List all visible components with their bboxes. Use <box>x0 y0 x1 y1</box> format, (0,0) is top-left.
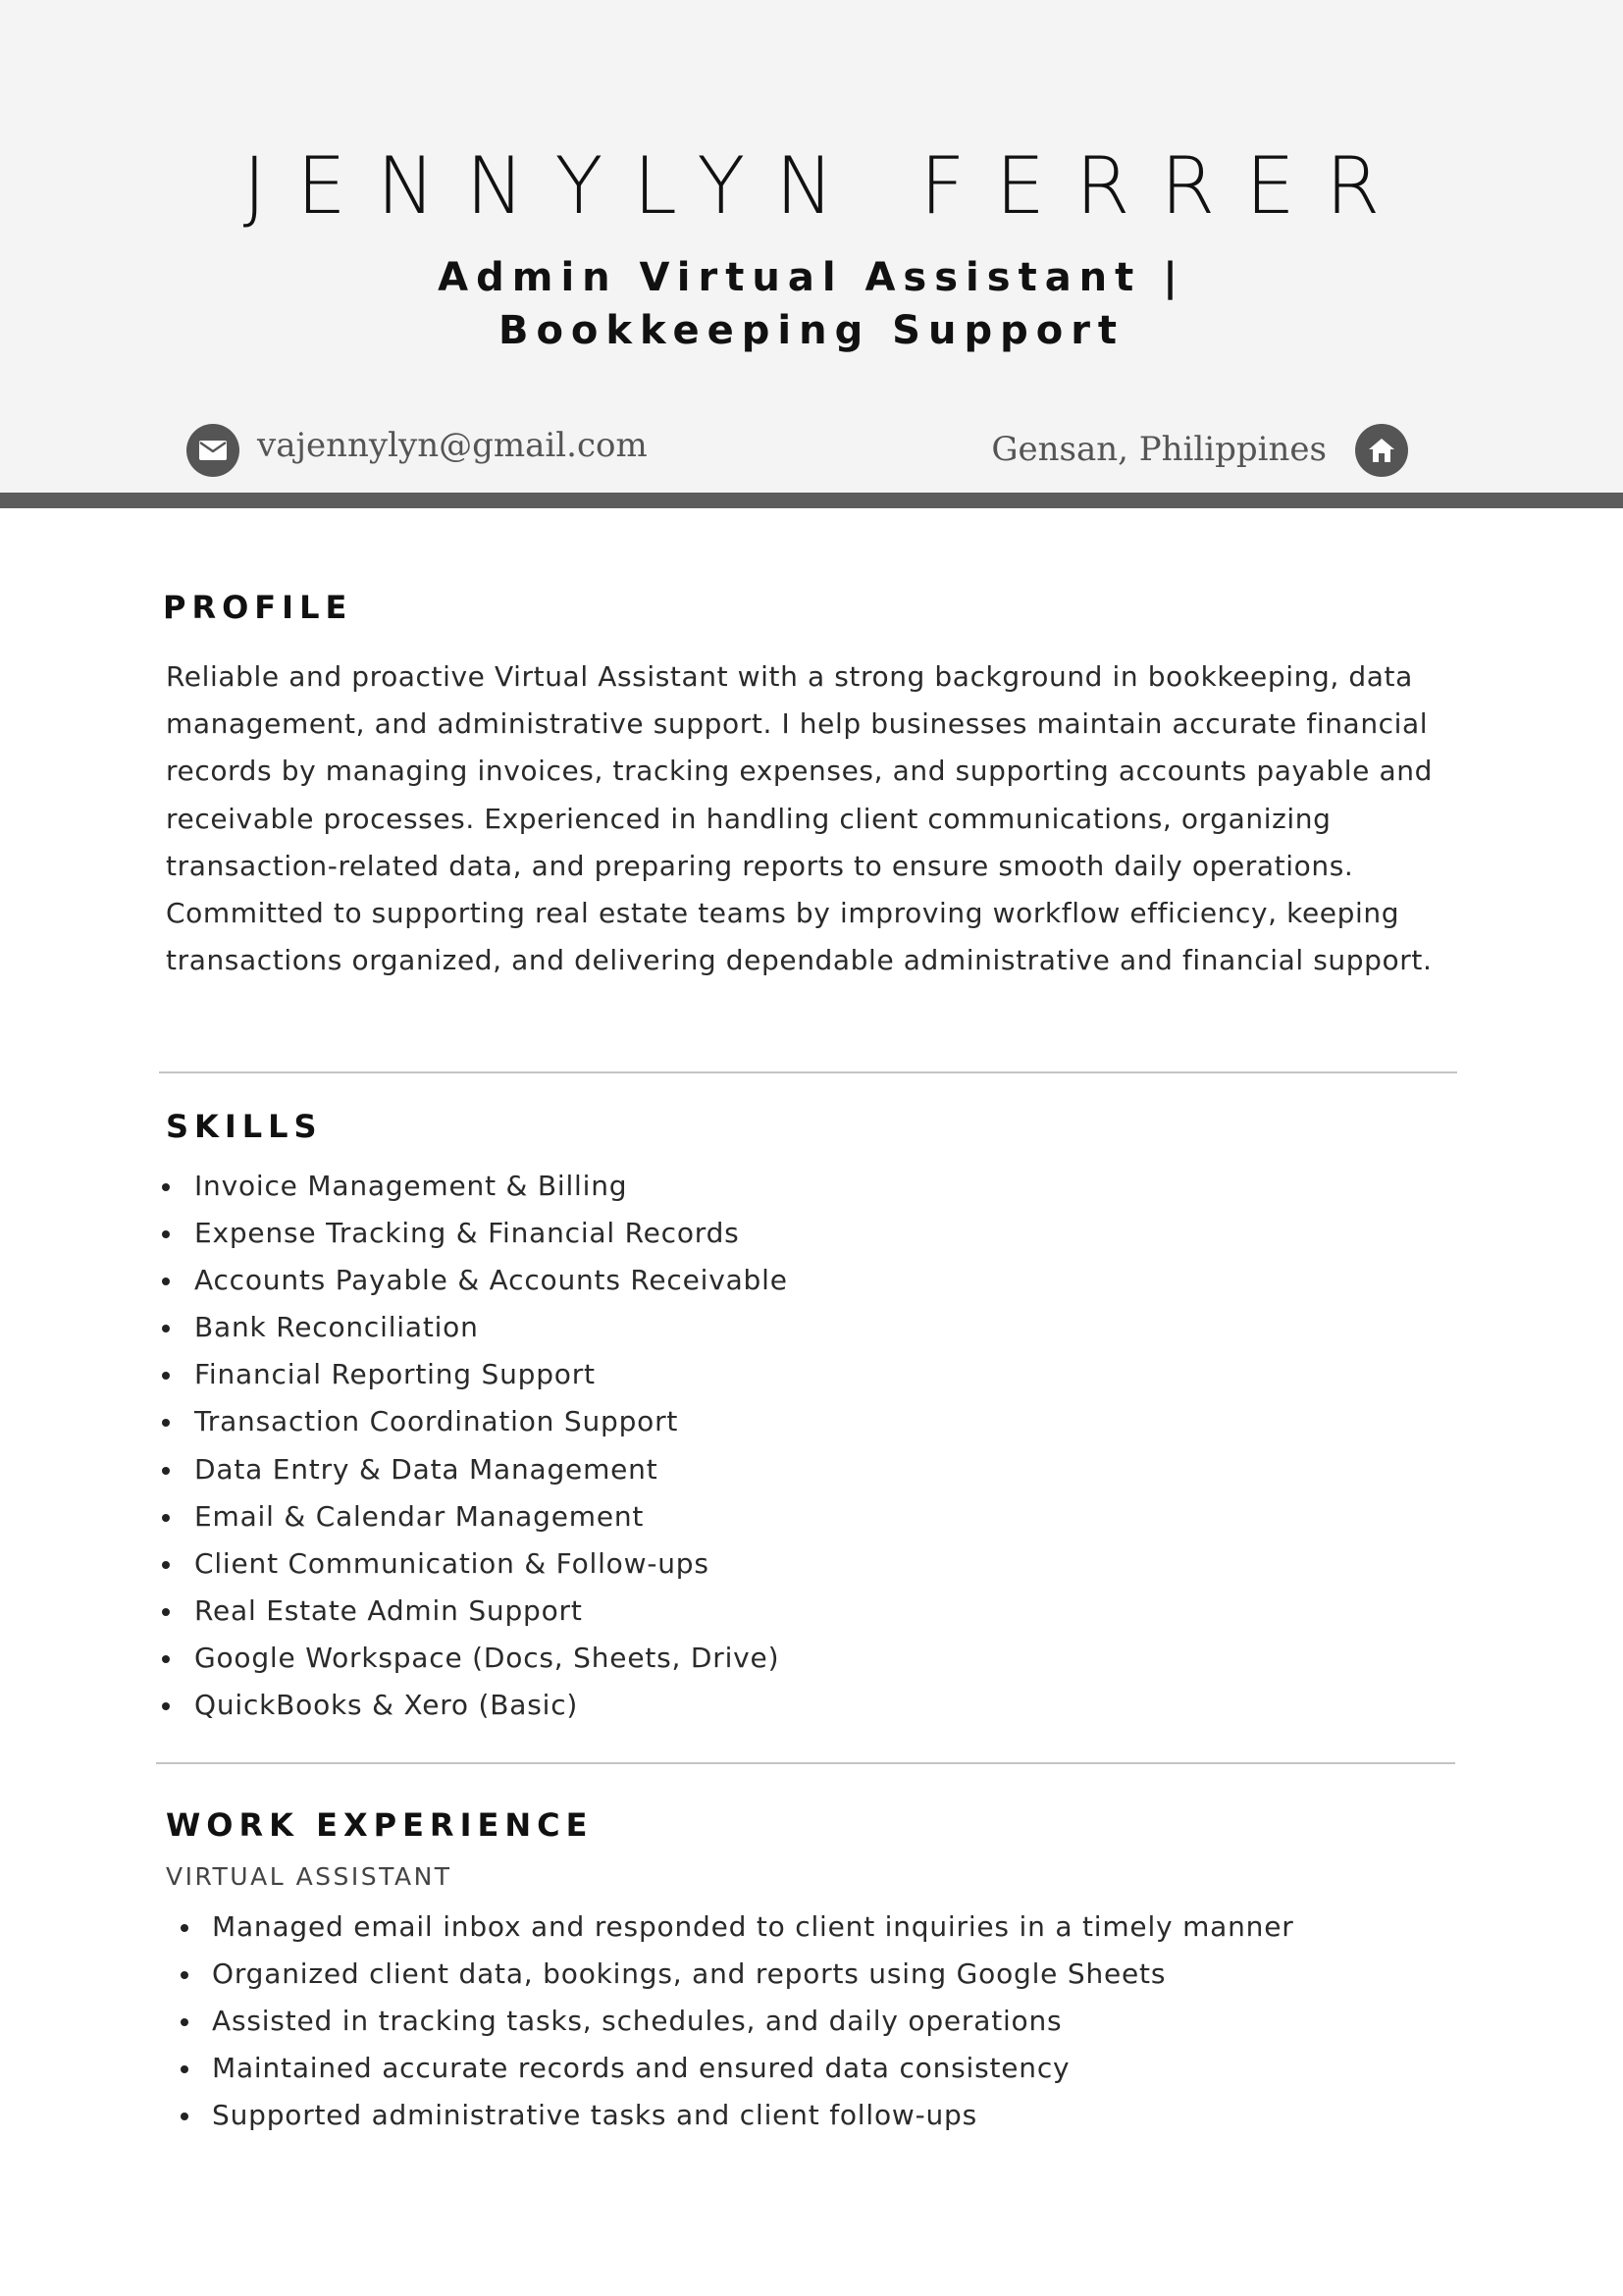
profile-summary: Reliable and proactive Virtual Assistant with a strong background in bookkeeping, data management, and administrative support. I help businesses maintain accurate financial records by managing invoices, tracking expenses, and supporting accounts payable and receivable processes. Experienced in handling client communications, organizing transaction-related data, and preparing reports to ensure smooth daily operations. Committed to supporting real estate teams by improving workflow efficiency, keeping transactions organized, and delivering dependable administrative and financial support. <box>166 660 1433 977</box>
job-title <box>0 251 1623 357</box>
duty-item: Maintained accurate records and ensured data consistency <box>212 2045 1294 2092</box>
job-title-line-1: Admin Virtual Assistant | <box>438 255 1185 300</box>
skill-item: Expense Tracking & Financial Records <box>194 1210 788 1257</box>
role-title: VIRTUAL ASSISTANT <box>166 1862 452 1891</box>
home-icon <box>1355 424 1408 477</box>
section-divider <box>159 1071 1457 1073</box>
resume-header <box>0 0 1623 493</box>
duty-item: Supported administrative tasks and client follow-ups <box>212 2092 1294 2139</box>
duty-item: Assisted in tracking tasks, schedules, and daily operations <box>212 1998 1294 2045</box>
work-experience-heading: WORK EXPERIENCE <box>166 1806 594 1844</box>
skill-item: Transaction Coordination Support <box>194 1398 788 1445</box>
skill-item: Invoice Management & Billing <box>194 1163 788 1210</box>
skill-item: Accounts Payable & Accounts Receivable <box>194 1257 788 1304</box>
skill-item: Bank Reconciliation <box>194 1304 788 1351</box>
envelope-icon <box>186 424 239 477</box>
skill-item: Real Estate Admin Support <box>194 1588 788 1635</box>
work-duties-list <box>212 1904 1294 2139</box>
section-divider <box>156 1762 1455 1764</box>
location-text: Gensan, Philippines <box>991 430 1327 469</box>
candidate-name: JENNYLYN FERRER <box>242 140 1411 232</box>
header-divider-bar <box>0 493 1623 508</box>
skill-item: Data Entry & Data Management <box>194 1446 788 1493</box>
skill-item: Financial Reporting Support <box>194 1351 788 1398</box>
skills-heading: SKILLS <box>166 1108 323 1145</box>
skill-item: Client Communication & Follow-ups <box>194 1540 788 1588</box>
skill-item: Email & Calendar Management <box>194 1493 788 1540</box>
email-address[interactable]: vajennylyn@gmail.com <box>257 426 648 465</box>
duty-item: Managed email inbox and responded to client inquiries in a timely manner <box>212 1904 1294 1951</box>
skill-item: Google Workspace (Docs, Sheets, Drive) <box>194 1635 788 1682</box>
job-title-line-2: Bookkeeping Support <box>497 308 1126 353</box>
profile-heading: PROFILE <box>163 589 353 626</box>
skill-item: QuickBooks & Xero (Basic) <box>194 1682 788 1729</box>
duty-item: Organized client data, bookings, and reports using Google Sheets <box>212 1951 1294 1998</box>
skills-list <box>194 1163 788 1729</box>
